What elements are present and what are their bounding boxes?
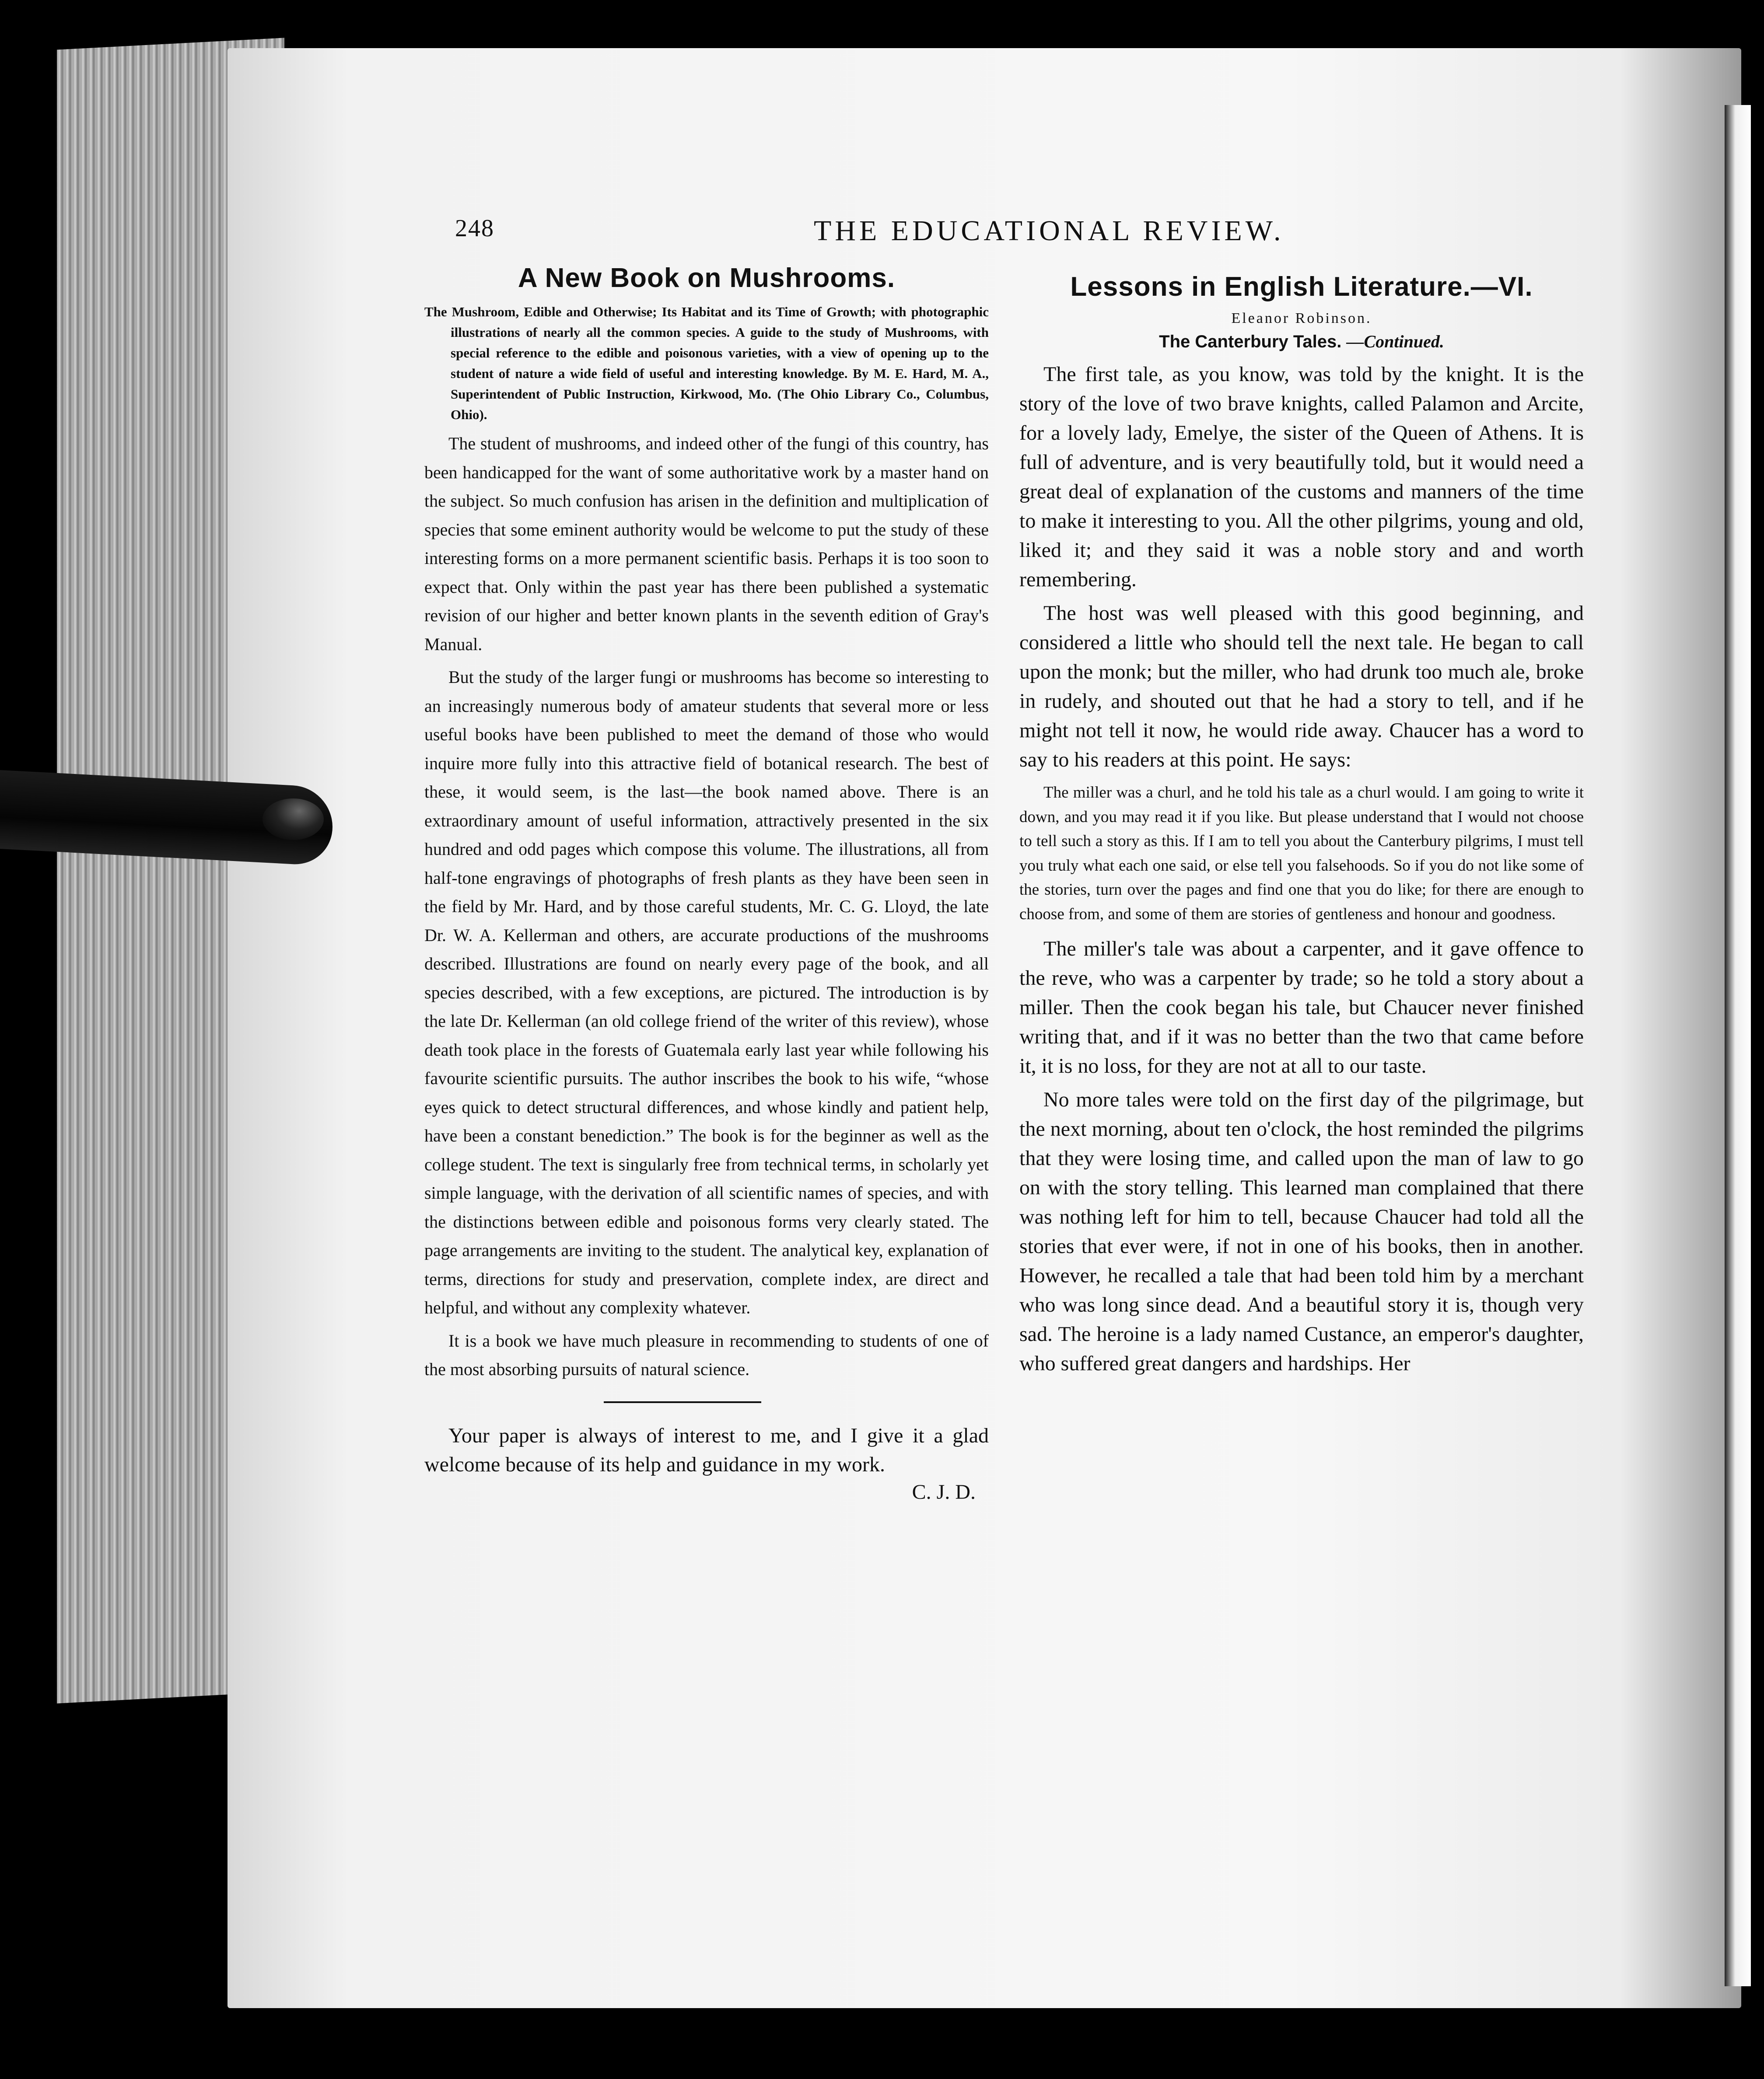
review-paragraph: But the study of the larger fungi or mushrooms has become so interesting to an increasingly numerous body of amateur students that several more or less useful books have been published to meet the demand of those who would inquire more fully into this attractive field of botanical research. The best of these, it would seem, is the last—the book named above. There is an extraordinary amount of useful information, attractively presented in the six hundred and odd pages which compose this volume. The illustrations, all from half-tone engravings of photographs of fresh plants as they have been seen in the field by Mr. Hard, and by those careful students, Mr. C. G. Lloyd, the late Dr. W. A. Kellerman and others, are accurate productions of the mushrooms described. Illustrations are found on nearly every page of the book, and all species described, with a few exceptions, are pictured. The introduction is by the late Dr. Kellerman (an old college friend of the writer of this review), whose death took place in the forests of Guatemala early last year while following his favourite scientific pursuits. The author inscribes the book to his wife, “whose eyes quick to detect structural differences, and whose kindly and patient help, have been a constant benediction.” The book is for the beginner as well as the college student. The text is singularly free from technical terms, in scholarly yet simple language, with the derivation of all scientific names of species, and with the distinctions between edible and poisonous forms very clearly stated. The page arrangements are inviting to the student. The analytical key, explanation of terms, directions for study and preservation, complete index, are direct and helpful, and without any complexity whatever.: [424, 667, 989, 1317]
lesson-paragraph: The miller's tale was about a carpenter, and it gave offence to the reve, who was a carpenter by trade; so he told a story about a miller. Then the cook began his tale, but Chaucer never finished writing that, and if it was no better than the two that came before it, it is no loss, for they are not at all to our taste.: [1019, 937, 1584, 1078]
running-head: THE EDUCATIONAL REVIEW.: [814, 215, 1284, 247]
divider-rule: [604, 1401, 761, 1403]
right-column: [1019, 271, 1584, 1382]
section-title: [1019, 331, 1584, 352]
lesson-paragraph: No more tales were told on the first day of the pilgrimage, but the next morning, about ten o'clock, the host reminded the pilgrims that they were losing time, and called upon the man of law to go on with the story telling. This learned man complained that there was nothing left for him to tell, because Chaucer had told all the stories that ever were, if not in one of his books, then in another. However, he recalled a tale that had been told him by a merchant who was long since dead. And a beautiful story it is, though very sad. The heroine is a lady named Custance, an emperor's daughter, who suffered great dangers and hardships. Her: [1019, 1088, 1584, 1375]
thumbnail-highlight: [262, 798, 324, 840]
page-number: 248: [455, 215, 494, 242]
next-page-edge: [1725, 105, 1751, 1986]
bibliographic-note: The Mushroom, Edible and Otherwise; Its Habitat and its Time of Growth; with photographic illustrations of nearly all the common species. A guide to the study of Mushrooms, with special reference to the edible and poisonous varieties, with a view of opening up to the student of nature a wide field of useful and interesting knowledge. By M. E. Hard, M. A., Superintendent of Public Instruction, Kirkwood, Mo. (The Ohio Library Co., Columbus, Ohio).: [424, 304, 989, 422]
article-author: Eleanor Robinson.: [1231, 310, 1372, 326]
letter-signature: C. J. D.: [912, 1480, 976, 1504]
reader-letter: Your paper is always of interest to me, and I give it a glad welcome because of its help and guidance in my work.: [424, 1424, 989, 1476]
section-continued: —Continued.: [1346, 332, 1444, 351]
chaucer-quote: The miller was a churl, and he told his tale as a churl would. I am going to write it down, and you may read it if you like. But please understand that I would not choose to tell such a story as this. If I am to tell you about the Canterbury pilgrims, I must tell you truly what each one said, or else tell you falsehoods. So if you do not like some of the stories, turn over the pages and find one that you do like; for there are enough to choose from, and some of them are stories of gentleness and honour and goodness.: [1019, 784, 1584, 923]
lesson-paragraph: The host was well pleased with this good beginning, and considered a little who should tell the next tale. He began to call upon the monk; but the miller, who had drunk too much ale, broke in rudely, and shouted out that he had a story to tell, and if he might not tell it now, he would ride away. Chaucer has a word to say to his readers at this point. He says:: [1019, 602, 1584, 771]
page-header: [438, 210, 1531, 254]
review-paragraph: The student of mushrooms, and indeed other of the fungi of this country, has been handicapped for the want of some authoritative work by a master hand on the subject. So much confusion has arisen in the definition and multiplication of species that some eminent authority would be welcome to put the study of these interesting forms on a more permanent scientific basis. Perhaps it is too soon to expect that. Only within the past year has there been published a systematic revision of our higher and better known plants in the seventh edition of Gray's Manual.: [424, 434, 989, 654]
lesson-paragraph: The first tale, as you know, was told by the knight. It is the story of the love of two brave knights, called Palamon and Arcite, for a lovely lady, Emelye, the sister of the Queen of Athens. It is full of adventure, and is very beautifully told, but it would need a great deal of explanation of the customs and manners of the time to make it interesting to you. All the other pilgrims, young and old, liked it; and they said it was a noble story and and worth remembering.: [1019, 363, 1584, 591]
left-column: [424, 262, 989, 1505]
article-title-mushrooms: A New Book on Mushrooms.: [518, 263, 896, 293]
article-title-literature: Lessons in English Literature.—VI.: [1070, 272, 1533, 302]
review-paragraph: It is a book we have much pleasure in recommending to students of one of the most absorbing pursuits of natural science.: [424, 1330, 989, 1379]
section-title-text: The Canterbury Tales.: [1159, 332, 1342, 351]
